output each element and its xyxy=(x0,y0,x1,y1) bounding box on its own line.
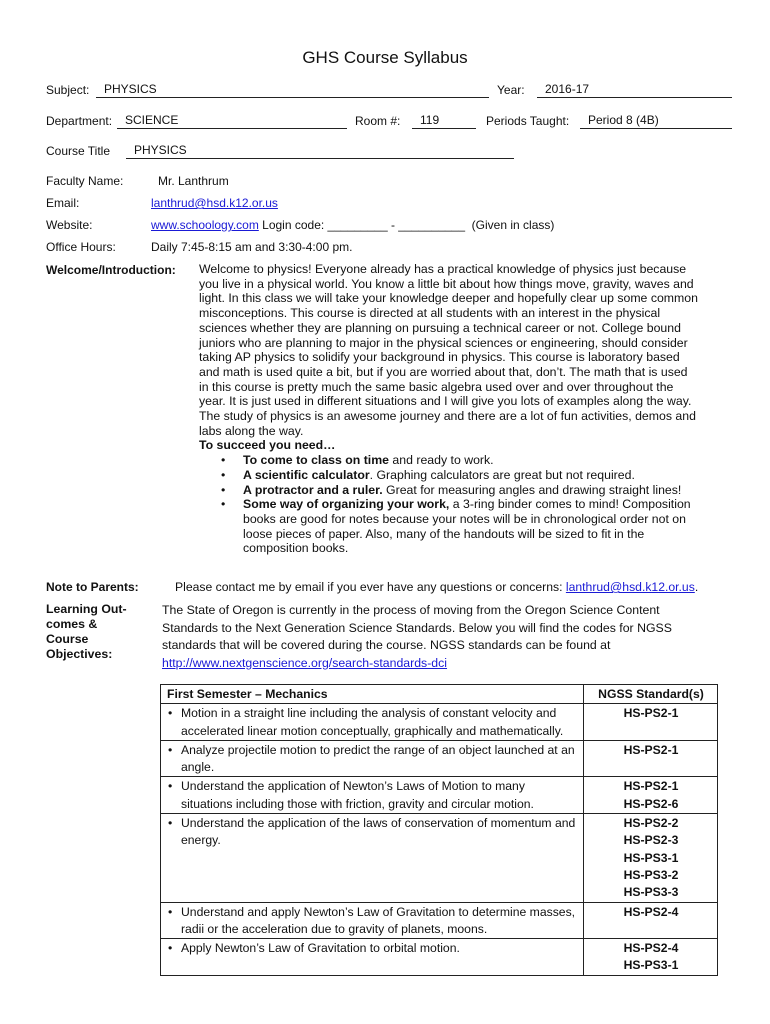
course-title-label: Course Title xyxy=(46,144,111,158)
table-header-topic: First Semester – Mechanics xyxy=(161,685,584,704)
parents-label: Note to Parents: xyxy=(46,580,139,594)
login-code-text: Login code: _________ - __________ (Given in class) xyxy=(258,218,555,232)
room-field: 119 xyxy=(412,113,476,129)
list-item: • A scientific calculator. Graphing calculators are great but not required. xyxy=(243,468,719,483)
succeed-heading: To succeed you need… xyxy=(199,438,336,453)
parents-email-link[interactable]: lanthrud@hsd.k12.or.us xyxy=(565,580,695,594)
ngss-link[interactable]: http://www.nextgenscience.org/search-standards-dci xyxy=(162,655,448,670)
course-title-field: PHYSICS xyxy=(126,143,514,159)
subject-field: PHYSICS xyxy=(96,82,489,98)
list-item: • A protractor and a ruler. Great for measuring angles and drawing straight lines! xyxy=(243,483,719,498)
table-row: • Understand the application of Newton’s Laws of Motion to many situations including those with friction, gravity and circular motion. HS-PS2-1 HS-PS2-6 xyxy=(161,777,718,814)
year-label: Year: xyxy=(497,83,525,97)
list-item: • To come to class on time and ready to work. xyxy=(243,453,719,468)
faculty-name-label: Faculty Name: xyxy=(46,174,124,188)
outcomes-text: The State of Oregon is currently in the process of moving from the Oregon Science Content Standards to the Next Generation Science Standards. Below you will find the codes for NGSS standards that will be covered during the course. NGSS standards can be found at http://www.nextgenscience.org/search-standards-dci xyxy=(162,602,722,672)
welcome-label: Welcome/Introduction: xyxy=(46,263,176,277)
standards-table xyxy=(160,684,718,976)
table-row: • Apply Newton’s Law of Gravitation to orbital motion. HS-PS2-4 HS-PS3-1 xyxy=(161,939,718,976)
email-link[interactable]: lanthrud@hsd.k12.or.us xyxy=(151,196,278,210)
table-header-standard: NGSS Standard(s) xyxy=(584,685,718,704)
periods-field: Period 8 (4B) xyxy=(580,113,732,129)
table-header-row xyxy=(161,685,718,704)
website-label: Website: xyxy=(46,218,93,232)
list-item: • Some way of organizing your work, a 3-ring binder comes to mind! Composition books are good for notes because your notes will be in chronological order not on loose pieces of paper. Also, many of the handouts will be sized to fit in the composition books. xyxy=(243,497,709,556)
year-field: 2016-17 xyxy=(537,82,732,98)
faculty-name-value: Mr. Lanthrum xyxy=(158,174,229,188)
department-label: Department: xyxy=(46,114,113,128)
website-link[interactable]: www.schoology.com xyxy=(151,218,259,232)
website-line xyxy=(151,218,554,232)
email-label: Email: xyxy=(46,196,80,210)
subject-label: Subject: xyxy=(46,83,90,97)
table-row: • Understand the application of the laws of conservation of momentum and energy. HS-PS2-2 HS-PS2-3 HS-PS3-1 HS-PS3-2 HS-PS3-3 xyxy=(161,814,718,902)
page-title: GHS Course Syllabus xyxy=(302,48,468,67)
welcome-section xyxy=(199,262,719,556)
table-row: • Understand and apply Newton’s Law of Gravitation to determine masses, radii or the acceleration due to gravity of planets, moons. HS-PS2-4 xyxy=(161,902,718,939)
welcome-paragraph: Welcome to physics! Everyone already has a practical knowledge of physics just because you live in a physical world. You know a little bit about how things move, gravity, waves and light. In this class we will take your knowledge deeper and hopefully clear up some common misconceptions. This course is directed at all students with an interest in the physical sciences whether they are planning on pursuing a technical career or not. College bound juniors who are planning to major in the physical sciences or engineering, should consider taking AP physics to solidify your background in physics. This course is laboratory based and math is used quite a bit, but if you are worried about that, don’t. The math that is used in this course is pretty much the same basic algebra used over and over throughout the year. It is just used in different situations and I will give you lots of examples along the way. The study of physics is an awesome journey and there are a lot of fun activities, demos and labs along the way. xyxy=(199,262,698,438)
outcomes-label: Learning Out- comes & Course Objectives: xyxy=(46,602,127,661)
parents-note: Please contact me by email if you ever have any questions or concerns: lanthrud@hsd.k12.or.us. xyxy=(175,580,699,594)
office-hours-label: Office Hours: xyxy=(46,240,116,254)
office-hours-value: Daily 7:45-8:15 am and 3:30-4:00 pm. xyxy=(151,240,353,254)
department-field: SCIENCE xyxy=(117,113,347,129)
succeed-list xyxy=(199,453,719,556)
periods-label: Periods Taught: xyxy=(486,114,570,128)
table-row: • Motion in a straight line including the analysis of constant velocity and accelerated linear motion conceptually, graphically and mathematically. HS-PS2-1 xyxy=(161,704,718,741)
table-row: • Analyze projectile motion to predict the range of an object launched at an angle. HS-PS2-1 xyxy=(161,740,718,777)
room-label: Room #: xyxy=(355,114,401,128)
